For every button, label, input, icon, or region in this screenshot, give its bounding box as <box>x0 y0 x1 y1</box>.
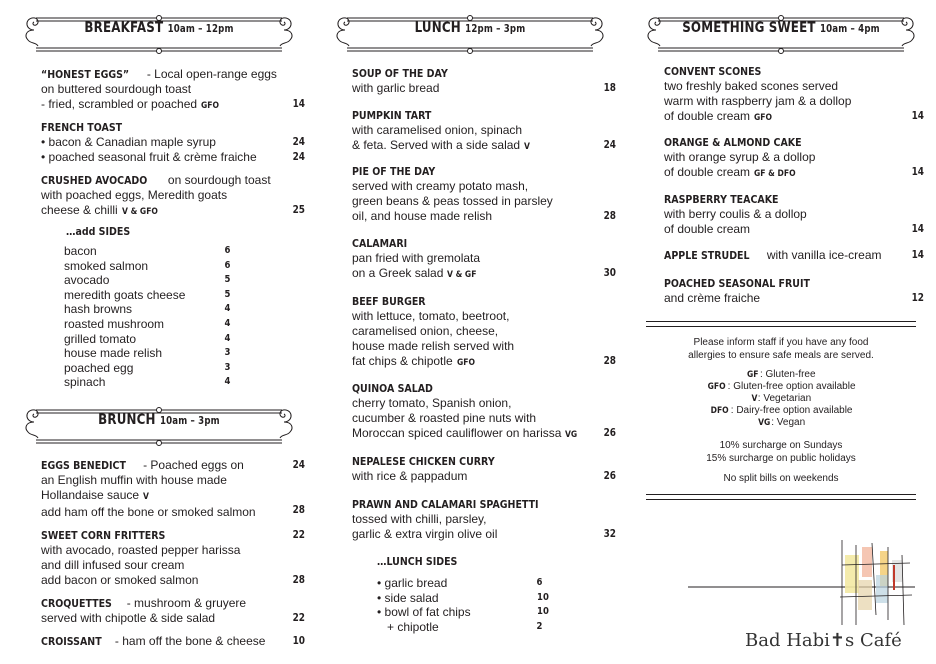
item-name: CALAMARI <box>352 237 408 250</box>
item-desc: tossed with chilli, parsley, <box>352 512 487 526</box>
item-price: 14 <box>911 223 924 235</box>
menu-item: CRUSHED AVOCADO on sourdough toast with poached eggs, Meredith goats cheese & chilli V & GFO 25 <box>41 173 305 217</box>
item-desc-line <box>664 79 924 94</box>
item-desc-line <box>664 150 924 165</box>
dietary-tag: V & GF <box>447 270 477 280</box>
item-price: 26 <box>603 470 616 482</box>
side-price: 6 <box>224 245 231 256</box>
item-desc: with caramelised onion, spinach <box>352 123 523 137</box>
menu-item: FRENCH TOAST • bacon & Canadian maple syrup • poached seasonal fruit & crème fraiche 24 24 <box>41 121 305 164</box>
brunch-title: BRUNCH 10am – 3pm <box>98 412 220 428</box>
side-price: 2 <box>536 620 543 632</box>
legend-row <box>638 393 924 405</box>
legend-desc: : Gluten-free option available <box>727 381 856 392</box>
item-name: PRAWN AND CALAMARI SPAGHETTI <box>352 498 539 511</box>
legend-desc: : Vegetarian <box>757 393 812 404</box>
cafe-logo-art <box>680 535 920 630</box>
item-desc: green beans & peas tossed in parsley <box>352 194 553 208</box>
item-desc-line <box>664 222 924 237</box>
item-desc: cucumber & roasted pine nuts with <box>352 411 537 425</box>
divider <box>646 321 916 327</box>
sides-heading: …add SIDES <box>66 225 131 238</box>
item-name: BEEF BURGER <box>352 295 426 308</box>
side-name: avocado <box>64 273 110 288</box>
side-name: poached egg <box>64 360 134 375</box>
item-name-line <box>352 381 612 396</box>
item-desc-line <box>352 411 612 426</box>
side-name: • bowl of fat chips <box>377 605 471 620</box>
item-name-line <box>352 164 612 179</box>
legend-code: V <box>751 394 758 404</box>
item-desc: with vanilla ice-cream <box>763 248 882 262</box>
side-price: 5 <box>224 274 231 286</box>
side-name: spinach <box>64 375 106 390</box>
item-desc: two freshly baked scones served <box>664 79 839 93</box>
menu-item <box>664 192 924 237</box>
side-name: + chipotle <box>377 619 439 634</box>
item-name: CONVENT SCONES <box>664 65 762 78</box>
side-name: roasted mushroom <box>64 317 165 331</box>
legend-row <box>638 369 924 381</box>
item-price: 14 <box>292 98 305 110</box>
item-desc-line <box>352 309 612 324</box>
item-price: 28 <box>603 210 616 222</box>
side-name: grilled tomato <box>64 331 137 346</box>
item-price: 28 <box>292 574 305 586</box>
item-price: 28 <box>603 355 616 367</box>
item-price: 28 <box>292 504 305 516</box>
item-desc: with lettuce, tomato, beetroot, <box>352 309 510 323</box>
item-desc: of double cream <box>664 109 751 123</box>
side-price: 3 <box>224 361 231 373</box>
item-desc-line <box>352 251 612 266</box>
item-price: 24 <box>603 139 616 151</box>
menu-item: “HONEST EGGS” - Local open-range eggs on buttered sourdough toast - fried, scrambled or poached GFO 14 <box>41 67 305 111</box>
side-name: hash browns <box>64 302 133 317</box>
item-name: SOUP OF THE DAY <box>352 67 448 80</box>
item-desc-line <box>352 123 612 138</box>
menu-item <box>352 66 616 96</box>
item-name-line <box>664 276 924 291</box>
item-desc-line <box>352 426 612 443</box>
side-price: 4 <box>224 303 231 315</box>
legend-desc: : Vegan <box>771 417 806 428</box>
cafe-logo-text: Bad Habi✝s Café <box>745 630 902 651</box>
item-desc-line <box>352 512 612 527</box>
menu-item <box>664 135 924 182</box>
dietary-tag: VG <box>565 430 578 440</box>
lunch-sides-heading: …LUNCH SIDES <box>377 555 458 568</box>
item-name-line <box>664 64 924 79</box>
item-price: 24 <box>292 151 305 163</box>
item-name-line <box>664 248 924 263</box>
item-desc: on a Greek salad <box>352 266 444 280</box>
item-desc-line <box>352 527 612 542</box>
item-name-line <box>352 236 612 251</box>
allergy-notice: Please inform staff if you have any food allergies to ensure safe meals are served. <box>688 337 874 361</box>
item-name: APPLE STRUDEL <box>664 249 750 262</box>
dietary-tag: V <box>524 142 531 152</box>
legend-code: GF <box>747 370 759 380</box>
legend-row <box>638 381 924 393</box>
side-price: 3 <box>224 347 231 359</box>
item-price: 32 <box>603 528 616 540</box>
item-name: RASPBERRY TEACAKE <box>664 193 779 206</box>
menu-item <box>664 248 924 263</box>
dietary-tag: GFO <box>754 113 773 123</box>
item-desc: of double cream <box>664 222 751 236</box>
item-desc: of double cream <box>664 165 751 179</box>
menu-item: CROQUETTES - mushroom & gruyere served with chipotle & side salad 22 <box>41 596 305 625</box>
item-name: PIE OF THE DAY <box>352 165 436 178</box>
item-desc-line <box>352 339 612 354</box>
item-name-line <box>352 108 612 123</box>
item-desc-line <box>352 179 612 194</box>
side-price: 6 <box>536 577 543 588</box>
item-desc: cherry tomato, Spanish onion, <box>352 396 512 410</box>
item-price: 22 <box>292 529 305 541</box>
side-price: 4 <box>224 318 231 329</box>
item-name-line <box>352 66 612 81</box>
item-price: 18 <box>603 82 616 94</box>
item-desc-line <box>352 266 612 283</box>
item-price: 14 <box>911 249 924 261</box>
item-desc: served with creamy potato mash, <box>352 179 529 193</box>
legend-row <box>638 417 924 429</box>
side-price: 10 <box>537 606 549 618</box>
item-desc: with rice & pappadum <box>352 469 468 483</box>
item-name-line <box>352 497 612 512</box>
menu-item <box>352 236 616 283</box>
side-price: 6 <box>224 259 231 271</box>
menu-item: EGGS BENEDICT - Poached eggs on an English muffin with house made Hollandaise sauce V add ham off the bone or smoked salmon 24 28 <box>41 458 305 519</box>
item-desc-line <box>664 94 924 109</box>
item-name-line <box>664 192 924 207</box>
menu-item: CROISSANT - ham off the bone & cheese 10 <box>41 634 305 648</box>
item-desc-line <box>664 109 924 126</box>
sweet-banner <box>638 8 924 50</box>
legend-row <box>638 405 924 417</box>
side-price: 4 <box>224 332 231 344</box>
item-name: NEPALESE CHICKEN CURRY <box>352 455 495 468</box>
menu-item <box>352 164 616 224</box>
dietary-tag: GF & DFO <box>754 169 796 179</box>
item-desc-line <box>664 165 924 182</box>
item-desc-line <box>352 138 612 155</box>
legend-desc: : Gluten-free <box>759 369 816 380</box>
item-desc: caramelised onion, cheese, <box>352 324 499 338</box>
menu-item <box>352 454 616 484</box>
item-desc-line <box>352 354 612 371</box>
item-desc: garlic & extra virgin olive oil <box>352 527 498 541</box>
side-name: • garlic bread <box>377 576 448 590</box>
menu-item <box>664 276 924 306</box>
item-name: ORANGE & ALMOND CAKE <box>664 136 802 149</box>
item-desc-line <box>352 81 612 96</box>
side-price: 4 <box>224 376 231 388</box>
side-price: 10 <box>537 591 549 603</box>
item-price: 24 <box>292 459 305 471</box>
item-desc-line <box>664 291 924 306</box>
item-price: 22 <box>292 612 305 624</box>
item-name: POACHED SEASONAL FRUIT <box>664 277 810 290</box>
legend-code: DFO <box>711 406 730 416</box>
brunch-banner <box>16 400 302 442</box>
side-name: meredith goats cheese <box>64 287 186 302</box>
breakfast-banner <box>16 8 302 50</box>
dietary-tag: GFO <box>456 358 475 368</box>
menu-item <box>352 294 616 371</box>
item-desc: fat chips & chipotle <box>352 354 453 368</box>
side-price: 5 <box>224 288 231 300</box>
side-name: smoked salmon <box>64 258 149 273</box>
item-name-line <box>352 294 612 309</box>
item-desc: with berry coulis & a dollop <box>664 207 807 221</box>
item-desc: with orange syrup & a dollop <box>664 150 816 164</box>
item-desc-line <box>352 324 612 339</box>
item-price: 24 <box>292 136 305 148</box>
side-name: house made relish <box>64 346 163 361</box>
breakfast-title: BREAKFAST 10am – 12pm <box>84 20 234 36</box>
menu-item <box>664 64 924 126</box>
item-desc: with garlic bread <box>352 81 440 95</box>
side-name: • side salad <box>377 590 439 605</box>
legend-desc: : Dairy-free option available <box>730 405 853 416</box>
item-name-line <box>352 454 612 469</box>
legend-code: GFO <box>708 382 727 392</box>
item-desc: warm with raspberry jam & a dollop <box>664 94 852 108</box>
side-name: bacon <box>64 244 97 258</box>
item-name-line <box>664 135 924 150</box>
item-desc-line <box>352 194 612 209</box>
lunch-banner <box>327 8 613 50</box>
item-desc-line <box>664 207 924 222</box>
item-desc-line <box>352 209 612 224</box>
item-desc: Moroccan spiced cauliflower on harissa <box>352 426 562 440</box>
surcharge-notice: 10% surcharge on Sundays 15% surcharge on public holidays <box>706 440 856 464</box>
menu-item: SWEET CORN FRITTERS with avocado, roasted pepper harissa and dill infused sour cream add bacon or smoked salmon 22 28 <box>41 529 305 587</box>
menu-item <box>352 381 616 443</box>
sweet-title: SOMETHING SWEET 10am – 4pm <box>682 20 880 36</box>
item-price: 14 <box>911 110 924 122</box>
item-desc: oil, and house made relish <box>352 209 493 223</box>
item-desc: house made relish served with <box>352 339 515 353</box>
menu-item <box>352 497 616 542</box>
lunch-title: LUNCH 12pm – 3pm <box>414 20 526 36</box>
item-price: 12 <box>911 292 924 304</box>
item-price: 10 <box>292 635 305 647</box>
item-desc: pan fried with gremolata <box>352 251 481 265</box>
legend-code: VG <box>757 418 771 428</box>
menu-item <box>352 108 616 155</box>
item-desc: and crème fraiche <box>664 291 761 305</box>
divider <box>646 494 916 500</box>
split-bill-notice: No split bills on weekends <box>723 473 839 484</box>
item-name: PUMPKIN TART <box>352 109 432 122</box>
item-price: 30 <box>603 267 616 279</box>
item-price: 26 <box>603 427 616 439</box>
item-desc: & feta. Served with a side salad <box>352 138 521 152</box>
item-price: 25 <box>292 204 305 216</box>
item-desc-line <box>352 396 612 411</box>
item-price: 14 <box>911 166 924 178</box>
item-name: QUINOA SALAD <box>352 382 433 395</box>
item-desc-line <box>352 469 612 484</box>
